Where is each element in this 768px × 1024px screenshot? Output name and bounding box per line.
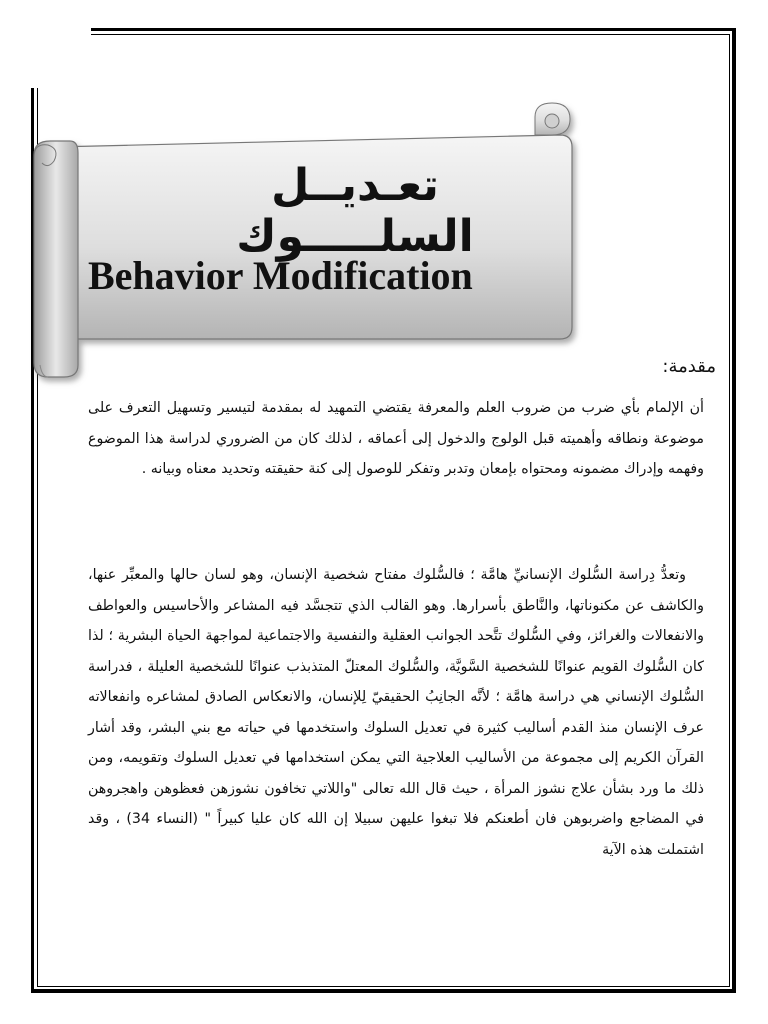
arabic-title: تعـديــل السلـــــوك [236, 160, 474, 262]
intro-heading: :مقدمة [662, 356, 716, 377]
frame-gap [37, 33, 91, 37]
frame-gap [35, 33, 40, 88]
paragraph-intro: أن الإلمام بأي ضرب من ضروب العلم والمعرفة يقتضي التمهيد له بمقدمة لتيسير وتسهيل التعرف على موضوعة ونطاقه وأهميته قبل الولوج والدخول إلى أعماقه ، لذلك كان من الضروري لدراسة هذا الموضوع وفهمه وإدراك مضمونه ومحتواه بإمعان وتدبر وتفكر للوصول إلى كنة حقيقته وتحديد معناه وبيانه . [88, 400, 704, 477]
paragraph-body: وتعدُّ دِراسة السُّلوك الإنسانيِّ هامَّة ؛ فالسُّلوك مفتاح شخصية الإنسان، وهو لسان حالها والمعبِّر عنها، والكاشف عن مكنوناتها، والنَّاطق بأسرارها. وهو القالب الذي تتجسَّد فيه المشاعر والأحاسيس والعواطف والانفعالات والغرائز، وفي السُّلوك تتَّحد الجوانب العقلية والنفسية والاجتماعية لمواجهة الحياة البشرية ؛ لذا كان السُّلوك القويم عنوانًا للشخصية السَّويَّة، والسُّلوك المعتلّ المتذبذب عنوانًا للشخصية العليلة ، فدراسة السُّلوك الإنساني هي دراسة هامَّة ؛ لأنَّه الجانِبُ الحقيقيّ لِلإنسان، والانعكاس الصادق لمشاعره وانفعالاته عرف الإنسان منذ القدم أساليب كثيرة في تعديل السلوك واستخدمها في حياته مع بني البشر، وقد أشار القرآن الكريم إلى مجموعة من الأساليب العلاجية التي يمكن استخدامها في تعديل السلوك وتقويمه، ومن ذلك ما ورد بشأن علاج نشوز المرأة ، حيث قال الله تعالى "واللاتي تخافون نشوزهن فعظوهن واهجروهن في المضاجع واضربوهن فان أطعنكم فلا تبغوا عليهن سبيلا إن الله كان عليا كبيراً " (النساء 34) ، وقد اشتملت هذه الآية [88, 567, 704, 858]
english-title: Behavior Modification [88, 253, 473, 298]
